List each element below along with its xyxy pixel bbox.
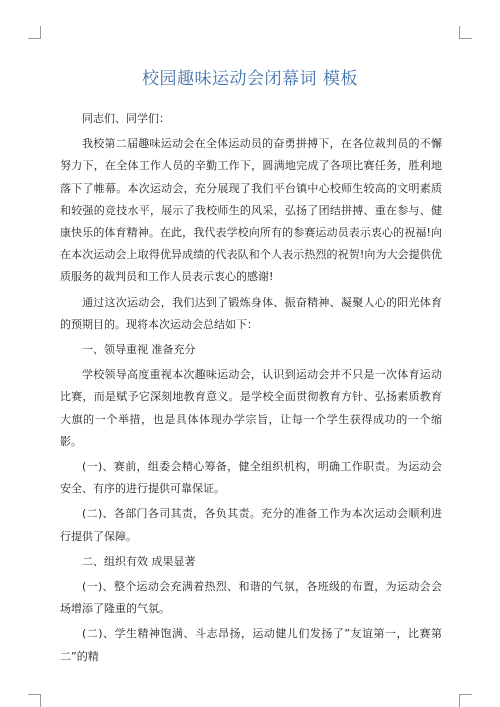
crop-mark-bottom-right [459,694,472,707]
crop-mark-bottom-left [28,694,41,707]
paragraph-item-1-1: (一)、赛前，组委会精心筹备，健全组织机构，明确工作职责。为运动会安全、有序的进行提供可靠保证。 [60,460,442,496]
paragraph-item-2-1: (一)、整个运动会充满着热烈、和谐的气氛，各班级的布置，为运动会会场增添了隆重的气氛。 [60,580,442,616]
paragraph-leadership: 学校领导高度重视本次趣味运动会，认识到运动会并不只是一次体育运动比赛，而是赋予它深刻地教育意义。是学校全面贯彻教育方针、弘扬素质教育大旗的一个举措，也是具体体现办学宗旨，让每一个学生获得成功的一个缩影。 [60,368,442,448]
crop-mark-top-left [28,26,41,39]
paragraph-salutation: 同志们、同学们： [82,112,170,125]
paragraph-item-2-2: (二)、学生精神饱满、斗志昂扬，运动健儿们发扬了”友谊第一，比赛第二”的精 [60,627,442,663]
document-title: 校园趣味运动会闭幕词 模板 [142,69,358,89]
paragraph-opening: 我校第二届趣味运动会在全体运动员的奋勇拼搏下，在各位裁判员的不懈努力下，在全体工作人员的辛勤工作下，圆满地完成了各项比赛任务，胜利地落下了帷幕。本次运动会，充分展现了我们平台镇中心校师生较高的文明素质和较强的竞技水平，展示了我校师生的风采，弘扬了团结拼搏、重在参与、健康快乐的体育精神。在此，我代表学校向所有的参赛运动员表示衷心的祝福!向在本次运动会上取得优异成绩的代表队和个人表示热烈的祝贺!向为大会提供优质服务的裁判员和工作人员表示衷心的感谢! [60,137,442,284]
paragraph-summary-intro: 通过这次运动会，我们达到了锻炼身体、振奋精神、凝聚人心的阳光体育的预期目的。现将本次运动会总结如下： [60,295,442,331]
section-heading-1: 一、领导重视 准备充分 [82,343,196,357]
paragraph-item-1-2: (二)、各部门各司其责，各负其责。充分的准备工作为本次运动会顺利进行提供了保障。 [60,507,442,543]
crop-mark-top-right [459,26,472,39]
section-heading-2: 二、组织有效 成果显著 [82,554,196,568]
document-body [60,108,442,671]
